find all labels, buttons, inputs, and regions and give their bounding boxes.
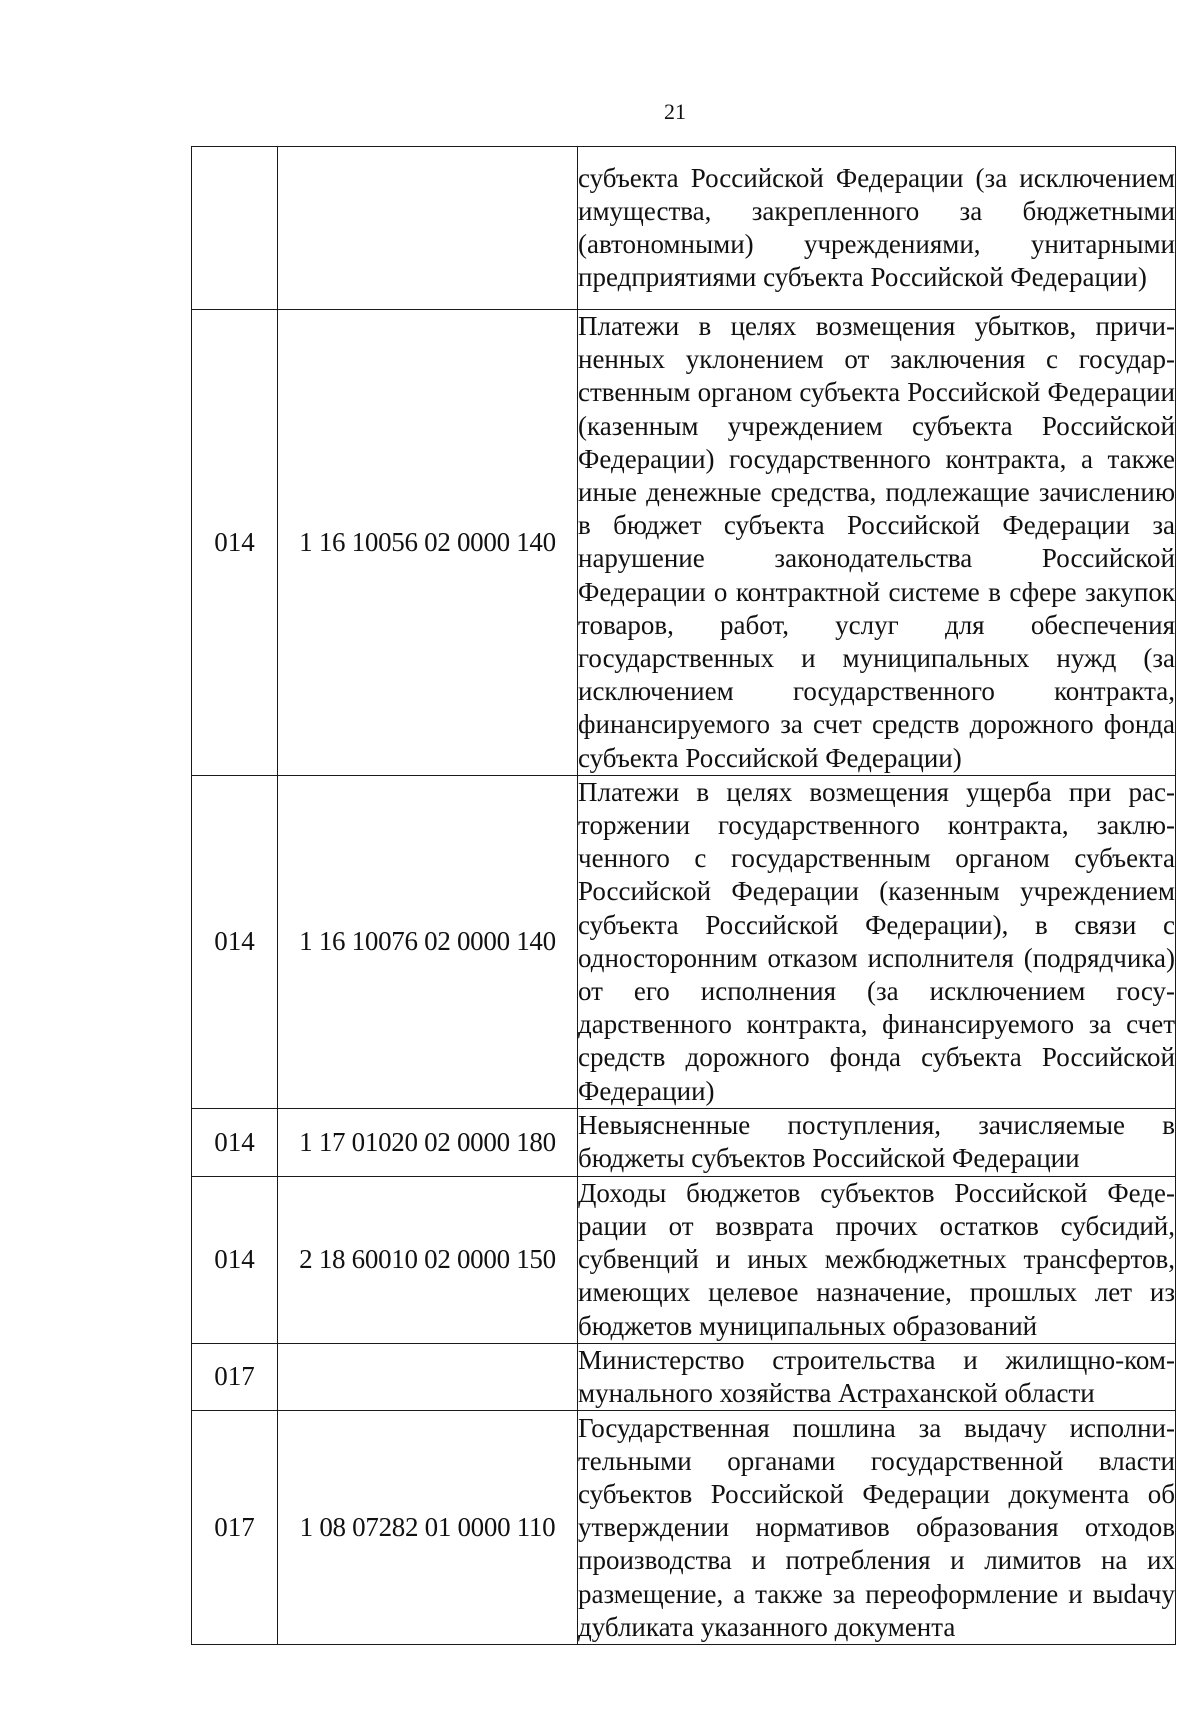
revenue-name-cell: Министерство строительства и жилищно-коммунального хозяйства Астраханской области bbox=[578, 1343, 1176, 1410]
budget-code-cell: 1 17 01020 02 0000 180 bbox=[278, 1108, 578, 1176]
revenue-name-cell: Государственная пошлина за выдачу исполнительными органами государственной власти субъектов Российской Федерации документа об утверждении нормативов образования отходов производства и потребления и лимитов на их размещение, а также за переоформление и выdачу дубликата указанного документа bbox=[578, 1411, 1176, 1645]
admin-code-cell: 014 bbox=[192, 775, 278, 1108]
revenue-name-cell: субъекта Российской Федерации (за исключением имущества, закрепленного за бюджетными (автономными) учреждениями, унитарными предприятиями субъекта Российской Федерации) bbox=[578, 147, 1176, 310]
budget-code-cell bbox=[278, 147, 578, 310]
table-row bbox=[192, 1176, 1176, 1343]
admin-code-cell: 017 bbox=[192, 1343, 278, 1410]
budget-code-cell bbox=[278, 1343, 578, 1410]
admin-code-cell: 014 bbox=[192, 1108, 278, 1176]
budget-code-cell: 1 16 10076 02 0000 140 bbox=[278, 775, 578, 1108]
budget-classification-table bbox=[191, 146, 1176, 1645]
admin-code-cell: 017 bbox=[192, 1411, 278, 1645]
table-row bbox=[192, 1343, 1176, 1410]
revenue-name-cell: Платежи в целях возмещения убытков, причиненных уклонением от заключения с государственным органом субъекта Российской Федерации (казенным учреждением субъекта Российской Федерации) государственного контракта, а также иные денежные средства, подлежащие зачислению в бюджет субъекта Российской Федерации за нарушение законодательства Российской Федерации о контрактной системе в сфере закупок товаров, работ, услуг для обеспечения государственных и муниципальных нужд (за исключением государственного контракта, финансируемого за счет средств дорожного фонда субъекта Российской Федерации) bbox=[578, 310, 1176, 776]
table-row bbox=[192, 147, 1176, 310]
budget-code-cell: 1 08 07282 01 0000 110 bbox=[278, 1411, 578, 1645]
admin-code-cell bbox=[192, 147, 278, 310]
table-row bbox=[192, 1108, 1176, 1176]
budget-code-cell: 1 16 10056 02 0000 140 bbox=[278, 310, 578, 776]
revenue-name-cell: Платежи в целях возмещения ущерба при расторжении государственного контракта, заключенного с государственным органом субъекта Российской Федерации (казенным учреждением субъекта Российской Федерации), в связи с односторонним отказом исполнителя (подрядчика) от его исполнения (за исключением государственного контракта, финансируемого за счет средств дорожного фонда субъекта Российской Федерации) bbox=[578, 775, 1176, 1108]
admin-code-cell: 014 bbox=[192, 310, 278, 776]
revenue-name-cell: Невыясненные поступления, зачисляемые в бюджеты субъектов Российской Федерации bbox=[578, 1108, 1176, 1176]
revenue-name-cell: Доходы бюджетов субъектов Российской Федерации от возврата прочих остатков субсидий, субвенций и иных межбюджетных трансфертов, имеющих целевое назначение, прошлых лет из бюджетов муниципальных образований bbox=[578, 1176, 1176, 1343]
page-number: 21 bbox=[664, 99, 686, 124]
table-row bbox=[192, 310, 1176, 776]
table-row bbox=[192, 775, 1176, 1108]
budget-code-cell: 2 18 60010 02 0000 150 bbox=[278, 1176, 578, 1343]
admin-code-cell: 014 bbox=[192, 1176, 278, 1343]
table-row bbox=[192, 1411, 1176, 1645]
